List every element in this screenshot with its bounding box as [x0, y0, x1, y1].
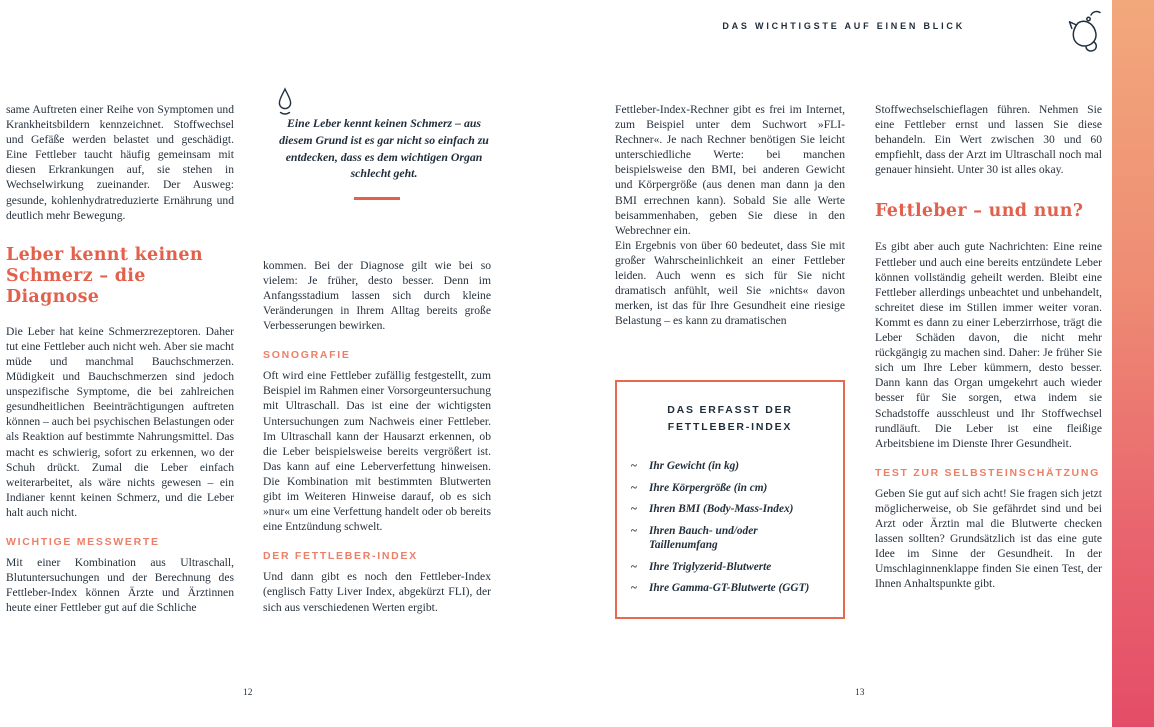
- body-text: kommen. Bei der Diagnose gilt wie bei so vielem: Je früher, desto besser. Denn im Anfangsstadium lassen sich durch kleine Veränderungen in Ihrem Alltag bereits große Verbesserungen bewirken.: [263, 258, 491, 333]
- tilde-bullet: ~: [631, 524, 637, 537]
- fli-list-item: [631, 581, 829, 596]
- fli-list-item-text: Ihr Gewicht (in kg): [649, 460, 740, 473]
- page-edge-gradient: [1112, 0, 1154, 727]
- tilde-bullet: ~: [631, 503, 637, 516]
- fli-list-item: [631, 524, 829, 553]
- pull-quote-text: Eine Leber kennt keinen Schmerz – aus diesem Grund ist es gar nicht so einfach zu entdecken, dass es dem wichtigen Organ schlecht geht.: [279, 116, 489, 181]
- body-text: Und dann gibt es noch den Fettleber-Index (englisch Fatty Liver Index, abgekürzt FLI), der sich aus verschiedenen Werten ergibt.: [263, 570, 491, 614]
- fli-index-box: [615, 380, 845, 619]
- page12-column-2: [263, 88, 491, 615]
- fli-box-title-line2: FETTLEBER-INDEX: [667, 420, 793, 433]
- pull-quote-block: [263, 88, 491, 200]
- page-number-left: 12: [243, 688, 253, 698]
- page-number-right: 13: [855, 688, 865, 698]
- tilde-bullet: ~: [631, 460, 637, 473]
- body-text: Oft wird eine Fettleber zufällig festgestellt, zum Beispiel im Rahmen einer Vorsorgeuntersuchung mit Ultraschall. Das ist eine der wichtigsten Untersuchungen zum Nachweis einer Fettleber. Im Ultraschall kann der Hausarzt erkennen, ob die Leber beispielsweise bereits vergrößert ist. Das kann auf eine Leberverfettung hinweisen. Die Kombination mit bestimmten Blutwerten gibt im Weiteren Hinweise darauf, ob es sich »nur« um eine Verfettung handelt oder ob bereits eine Entzündung schwelt.: [263, 369, 491, 534]
- fli-list-item-text: Ihre Gamma-GT-Blutwerte (GGT): [649, 582, 810, 595]
- fli-box-title-line1: DAS ERFASST DER: [667, 404, 793, 417]
- teapot-icon: [1063, 8, 1103, 54]
- fli-list-item: [631, 481, 829, 496]
- running-header: DAS WICHTIGSTE AUF EINEN BLICK: [722, 21, 965, 31]
- fli-list-item-text: Ihre Triglyzerid-Blutwerte: [649, 560, 772, 573]
- tilde-bullet: ~: [631, 582, 637, 595]
- subheading-messwerte: WICHTIGE MESSWERTE: [6, 535, 160, 548]
- body-text: Es gibt aber auch gute Nachrichten: Eine reine Fettleber und auch eine bereits entzündete Leber können vollständig geheilt werden. Bleibt eine Fettleber allerdings unbeachtet und unbehandelt, schreitet diese im Stillen immer weiter voran. Kommt es dann zu einer Leberzirrhose, trägt die Leber Schäden davon, die nicht mehr rückgängig zu machen sind. Daher: Je früher Sie sich um Ihre Leber kümmern, desto besser. Dann kann das Organ umgekehrt auch wieder besser für Sie sorgen, etwa indem sie Schadstoffe ausschleust und Ihr Stoffwechsel rundläuft. Die Leber ist eine fleißige Arbeitsbiene im Dienste Ihrer Gesundheit.: [875, 240, 1102, 450]
- section-heading-diagnose: Leber kennt keinen Schmerz – die Diagnose: [6, 244, 203, 307]
- subheading-selbsteinschaetzung: TEST ZUR SELBSTEINSCHÄTZUNG: [875, 466, 1100, 479]
- subheading-fettleber-index: DER FETTLEBER-INDEX: [263, 550, 418, 563]
- fli-list-item: [631, 502, 829, 517]
- subheading-sonografie: SONOGRAFIE: [263, 349, 351, 362]
- page13-column-2: [875, 102, 1102, 592]
- quote-divider: [354, 197, 400, 200]
- fli-list-item-text: Ihren Bauch- und/oder Taillenumfang: [649, 524, 758, 552]
- tilde-bullet: ~: [631, 560, 637, 573]
- page12-column-1: [6, 102, 234, 615]
- body-text: Die Leber hat keine Schmerzrezeptoren. Daher tut eine Fettleber auch nicht weh. Aber sie macht müde und manchmal Bauchschmerzen. Müdigkeit und Bauchschmerzen sind jedoch unspezifische Symptome, die bei zahlreichen gesundheitlichen Beeinträchtigungen auftreten können – auch bei psychischen Belastungen oder als Reaktion auf bestimmte Nahrungsmittel. Das macht es schwierig, sofort zu erkennen, wo der Schuh drückt. Zumal die Leber einfach weiterarbeitet, als wäre nichts gewesen – ein Indianer kennt keinen Schmerz, und die Leber halt auch nicht.: [6, 324, 234, 519]
- body-text: Geben Sie gut auf sich acht! Sie fragen sich jetzt möglicherweise, ob Sie gefährdet sind und bei Arzt oder Ärztin mal die Blutwerte checken lassen sollten? Grundsätzlich ist das eine gute Idee im Sinne der Gesundheit. In der Umschlaginnenklappe finden Sie einen Test, der Ihnen Anhaltspunkte gibt.: [875, 486, 1102, 591]
- fli-list-item: [631, 459, 829, 474]
- fli-list-item-text: Ihre Körpergröße (in cm): [649, 481, 768, 494]
- page13-column-1: [615, 102, 845, 619]
- drop-icon: [275, 86, 295, 117]
- fli-box-title: [631, 402, 829, 435]
- fli-list: [631, 459, 829, 596]
- body-text: same Auftreten einer Reihe von Symptomen und Krankheitsbildern kennzeichnet. Stoffwechsel und Gefäße werden belastet und geschädigt. Eine Fettleber taucht häufig gemeinsam mit diesen Erkrankungen auf, sie stehen in Wechselwirkung zueinander. Der Ausweg: gesunde, kohlenhydratreduzierte Ernährung und deutlich mehr Bewegung.: [6, 103, 234, 222]
- body-text: Fettleber-Index-Rechner gibt es frei im Internet, zum Beispiel unter dem Suchwort »FLI-Rechner«. Je nach Rechner benötigen Sie leicht unterschiedliche Werte: bei manchen beispielsweise den BMI, bei anderen Gewicht und Körpergröße (aus denen man dann ja den BMI errechnen kann). Sobald Sie alle Werte beisammenhaben, geben Sie diese in den Webrechner ein.: [615, 103, 845, 237]
- body-text: Stoffwechselschieflagen führen. Nehmen Sie eine Fettleber ernst und lassen Sie diese behandeln. Ein Wert zwischen 30 und 60 empfiehlt, dass der Arzt im Ultraschall noch mal genauer hinsieht. Unter 30 ist alles okay.: [875, 103, 1102, 177]
- body-text: Mit einer Kombination aus Ultraschall, Blutuntersuchungen und der Berechnung des Fettleber-Index können Ärzte und Ärztinnen heute einer Fettleber gut auf die Schliche: [6, 556, 234, 615]
- fli-list-item-text: Ihren BMI (Body-Mass-Index): [649, 503, 794, 516]
- fli-list-item: [631, 560, 829, 575]
- tilde-bullet: ~: [631, 481, 637, 494]
- section-heading-und-nun: Fettleber – und nun?: [875, 201, 1084, 222]
- body-text: Ein Ergebnis von über 60 bedeutet, dass Sie mit großer Wahrscheinlichkeit an einer Fettleber leiden. Auch wenn es sich für Sie nicht dramatisch anfühlt, weil Sie »nichts« davon merken, ist das für Ihre Gesundheit eine riesige Belastung – es kann zu dramatischen: [615, 238, 845, 328]
